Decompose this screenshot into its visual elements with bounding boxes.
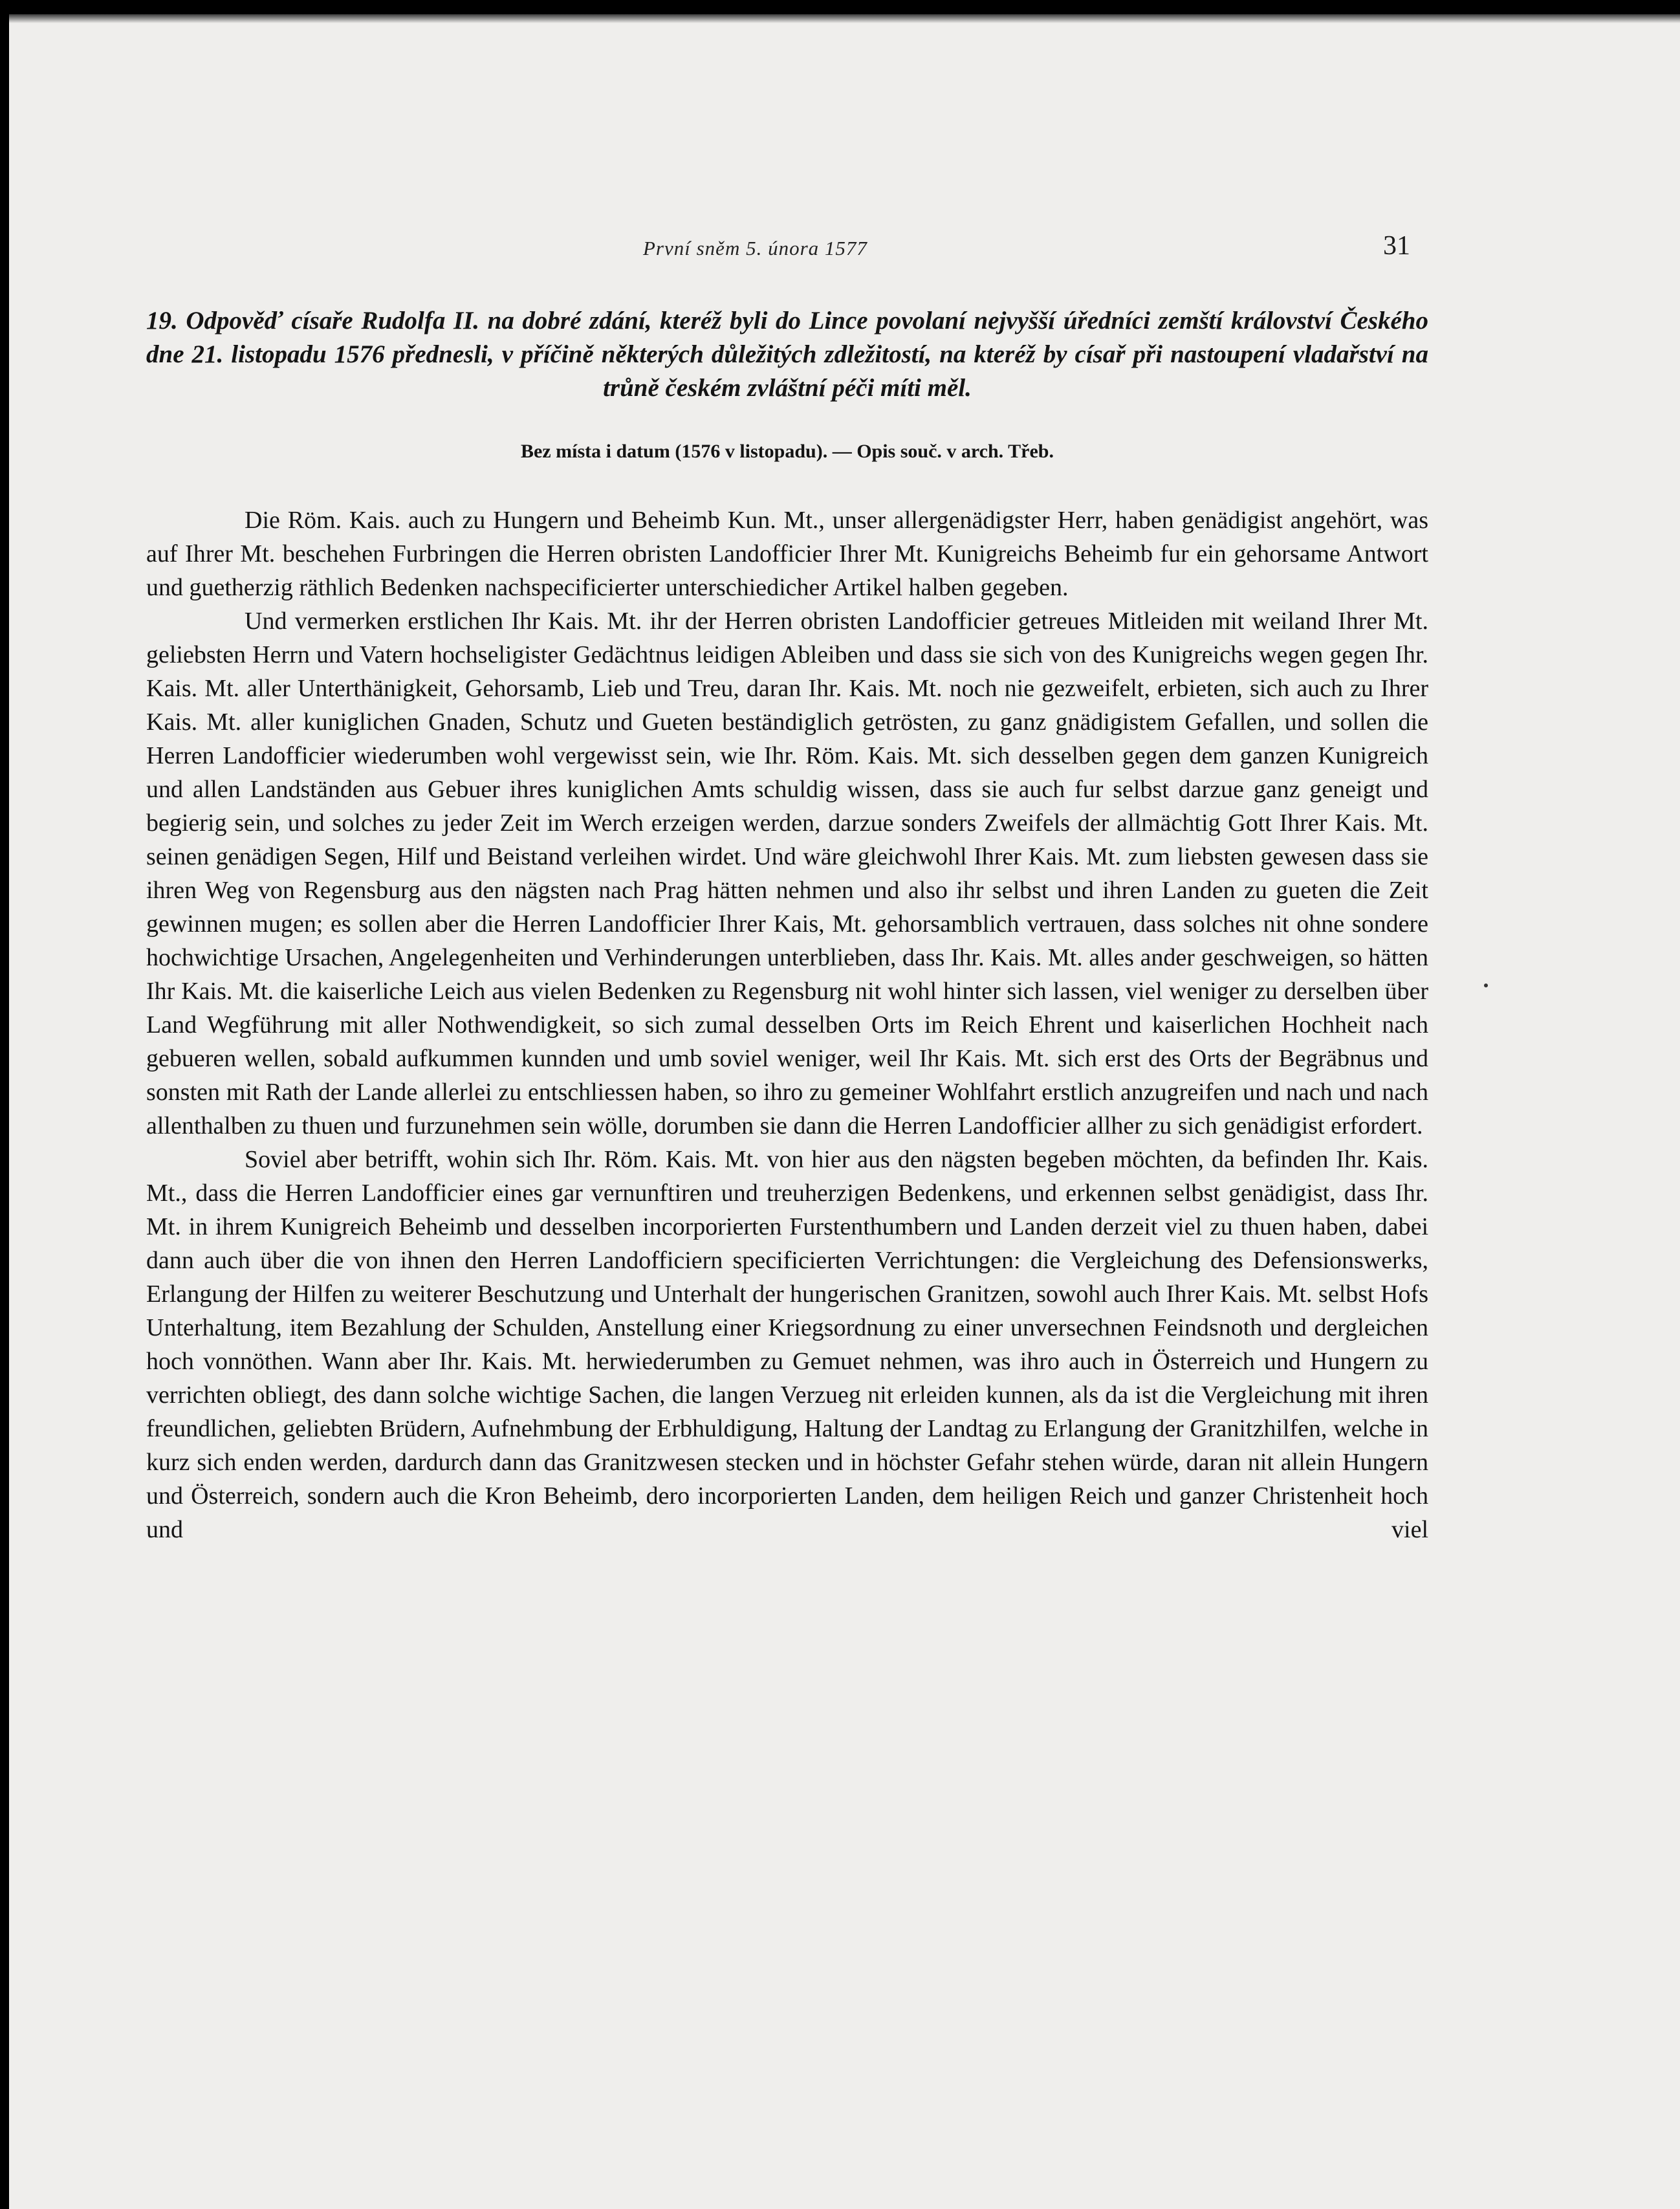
scanned-page — [9, 14, 1680, 2209]
running-title: První sněm 5. února 1577 — [643, 237, 867, 259]
running-head — [9, 230, 1680, 269]
document-heading: 19. Odpověď císaře Rudolfa II. na dobré zdání, kteréž byli do Lince povolaní nejvyšší úředníci zemští království Českého dne 21. listopadu 1576 přednesli, v příčině některých důležitých zdležitostí, na kteréž by císař při nastoupení vladařství na trůně českém zvláštní péči míti měl. — [146, 307, 1428, 402]
scan-edge — [9, 14, 1680, 23]
paragraph: Soviel aber betrifft, wohin sich Ihr. Röm. Kais. Mt. von hier aus den nägsten begeben möchten, da befinden Ihr. Kais. Mt., dass die Herren Landofficier eines gar vernunftiren und treuherzigen Bedenkens, und erkennen selbst genädigist, dass Ihr. Mt. in ihrem Kunigreich Beheimb und desselben incorporierten Furstenthumbern und Landen derzeit viel zu thuen haben, dabei dann auch über die von ihnen den Herren Landofficiern specificierten Verrichtungen: die Vergleichung des Defensionswerks, Erlangung der Hilfen zu weiterer Beschutzung und Unterhalt der hungerischen Granitzen, sowohl auch Ihrer Kais. Mt. selbst Hofs Unterhaltung, item Bezahlung der Schulden, Anstellung einer Kriegsordnung zu einer unversechnen Feindsnoth und dergleichen hoch vonnöthen. Wann aber Ihr. Kais. Mt. herwiederumben zu Gemuet nehmen, was ihro auch in Österreich und Hungern zu verrichten obliegt, des dann solche wichtige Sachen, die langen Verzueg nit erleiden kunnen, als da ist die Vergleichung mit ihren freundlichen, geliebten Brüdern, Aufnehmbung der Erbhuldigung, Haltung der Landtag zu Erlangung der Granitzhilfen, welche in kurz sich enden werden, dardurch dann das Granitzwesen stecken und in höchster Gefahr stehen würde, daran nit allein Hungern und Österreich, sondern auch die Kron Beheimb, dero incorporierten Landen, dem heiligen Reich und ganzer Christenheit hoch und viel — [146, 1146, 1428, 1543]
page-number: 31 — [1383, 231, 1410, 261]
scan-speck — [1484, 984, 1488, 987]
paragraph: Und vermerken erstlichen Ihr Kais. Mt. ihr der Herren obristen Landofficier getreues Mitleiden mit weiland Ihrer Mt. geliebsten Herrn und Vatern hochseligister Gedächtnus leidigen Ableiben und dass sie sich von des Kunigreichs wegen gegen Ihr. Kais. Mt. aller Unterthänigkeit, Gehorsamb, Lieb und Treu, daran Ihr. Kais. Mt. noch nie gezweifelt, erbieten, sich auch zu Ihrer Kais. Mt. aller kuniglichen Gnaden, Schutz und Gueten beständiglich getrösten, zu ganz gnädigistem Gefallen, und sollen die Herren Landofficier wiederumben wohl vergewisst sein, wie Ihr. Röm. Kais. Mt. sich desselben gegen dem ganzen Kunigreich und allen Landständen aus Gebuer ihres kuniglichen Amts schuldig wissen, dass sie auch fur selbst darzue ganz geneigt und begierig sein, und solches zu jeder Zeit im Werch erzeigen werden, darzue sonders Zweifels der allmächtig Gott Ihrer Kais. Mt. seinen genädigen Segen, Hilf und Beistand verleihen wirdet. Und wäre gleichwohl Ihrer Kais. Mt. zum liebsten gewesen dass sie ihren Weg von Regensburg aus den nägsten nach Prag hätten nehmen und also ihr selbst und ihren Landen zu gueten die Zeit gewinnen mugen; es sollen aber die Herren Landofficier Ihrer Kais, Mt. gehorsamblich vertrauen, dass solches nit ohne sondere hochwichtige Ursachen, Angelegenheiten und Verhinderungen unterblieben, dass Ihr. Kais. Mt. alles ander geschweigen, so hätten Ihr Kais. Mt. die kaiserliche Leich aus vielen Bedenken zu Regensburg nit wohl hinter sich lassen, viel weniger zu derselben über Land Wegführung mit aller Nothwendigkeit, so sich zumal desselben Orts im Reich Ehrent und kaiserlichen Hochheit nach gebueren wellen, sobald aufkummen kunnden und umb soviel weniger, weil Ihr Kais. Mt. sich erst des Orts der Begräbnus und sonsten mit Rath der Lande allerlei zu entschliessen haben, so ihro zu gemeiner Wohlfahrt erstlich anzugreifen und nach und nach allenthalben zu thuen und furzunehmen sein wölle, dorumben sie dann die Herren Landofficier allher zu sich genädigist erfordert. — [146, 608, 1428, 1139]
paragraph: Die Röm. Kais. auch zu Hungern und Beheimb Kun. Mt., unser allergenädigster Herr, haben genädigist angehört, was auf Ihrer Mt. beschehen Furbringen die Herren obristen Landofficier Ihrer Mt. Kunigreichs Beheimb fur ein gehorsame Antwort und guetherzig räthlich Bedenken nachspecificierter unterschiedicher Artikel halben gegeben. — [146, 507, 1428, 601]
source-note: Bez místa i datum (1576 v listopadu). — Opis souč. v arch. Třeb. — [521, 441, 1054, 462]
body-text — [146, 503, 1428, 1546]
